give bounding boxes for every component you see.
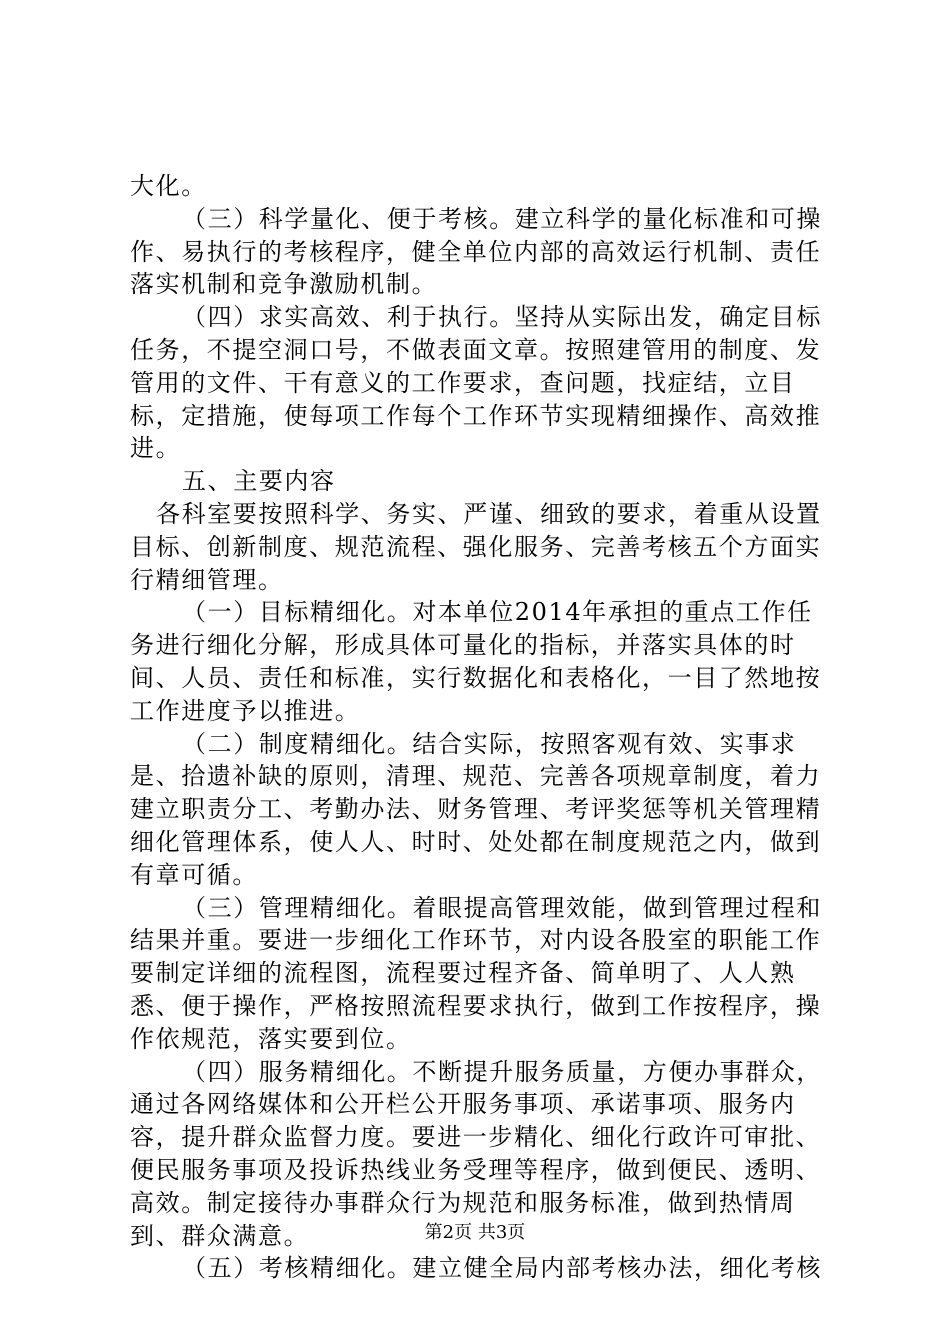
paragraph-8: （三）管理精细化。着眼提高管理效能，做到管理过程和结果并重。要进一步细化工作环节，对内设各股室的职能工作要制定详细的流程图，流程要过程齐备、简单明了、人人熟悉、便于操作，严格按照流程要求执行，做到工作按程序，操作依规范，落实要到位。 <box>130 893 822 1053</box>
paragraph-10: （五）考核精细化。建立健全局内部考核办法，细化考核 <box>182 1254 822 1283</box>
section-heading: 五、主要内容 <box>182 467 336 496</box>
paragraph-3: （四）求实高效、利于执行。坚持从实际出发，确定目标任务，不提空洞口号，不做表面文章。按照建管用的制度、发管用的文件、干有意义的工作要求，查问题，找症结，立目标，定措施，使每项工作每个工作环节实现精细操作、高效推进。 <box>130 303 822 463</box>
document-body <box>130 170 830 1285</box>
page-number-footer: 第2页 共3页 <box>424 1222 526 1243</box>
paragraph-7: （二）制度精细化。结合实际，按照客观有效、实事求是、拾遗补缺的原则，清理、规范、完善各项规章制度，着力建立职责分工、考勤办法、财务管理、考评奖惩等机关管理精细化管理体系，使人人、时时、处处都在制度规范之内，做到有章可循。 <box>130 729 822 889</box>
paragraph-1: 大化。 <box>130 172 207 200</box>
paragraph-6: （一）目标精细化。对本单位2014年承担的重点工作任务进行细化分解，形成具体可量化的指标，并落实具体的时间、人员、责任和标准，实行数据化和表格化，一目了然地按工作进度予以推进。 <box>130 598 822 725</box>
paragraph-9: （四）服务精细化。不断提升服务质量，方便办事群众，通过各网络媒体和公开栏公开服务事项、承诺事项、服务内容，提升群众监督力度。要进一步精化、细化行政许可审批、便民服务事项及投诉热线业务受理等程序，做到便民、透明、高效。制定接待办事群众行为规范和服务标准，做到热情周到、群众满意。 <box>130 1057 822 1250</box>
paragraph-5: 各科室要按照科学、务实、严谨、细致的要求，着重从设置目标、创新制度、规范流程、强化服务、完善考核五个方面实行精细管理。 <box>130 499 822 594</box>
paragraph-2: （三）科学量化、便于考核。建立科学的量化标准和可操作、易执行的考核程序，健全单位内部的高效运行机制、责任落实机制和竞争激励机制。 <box>130 204 822 299</box>
